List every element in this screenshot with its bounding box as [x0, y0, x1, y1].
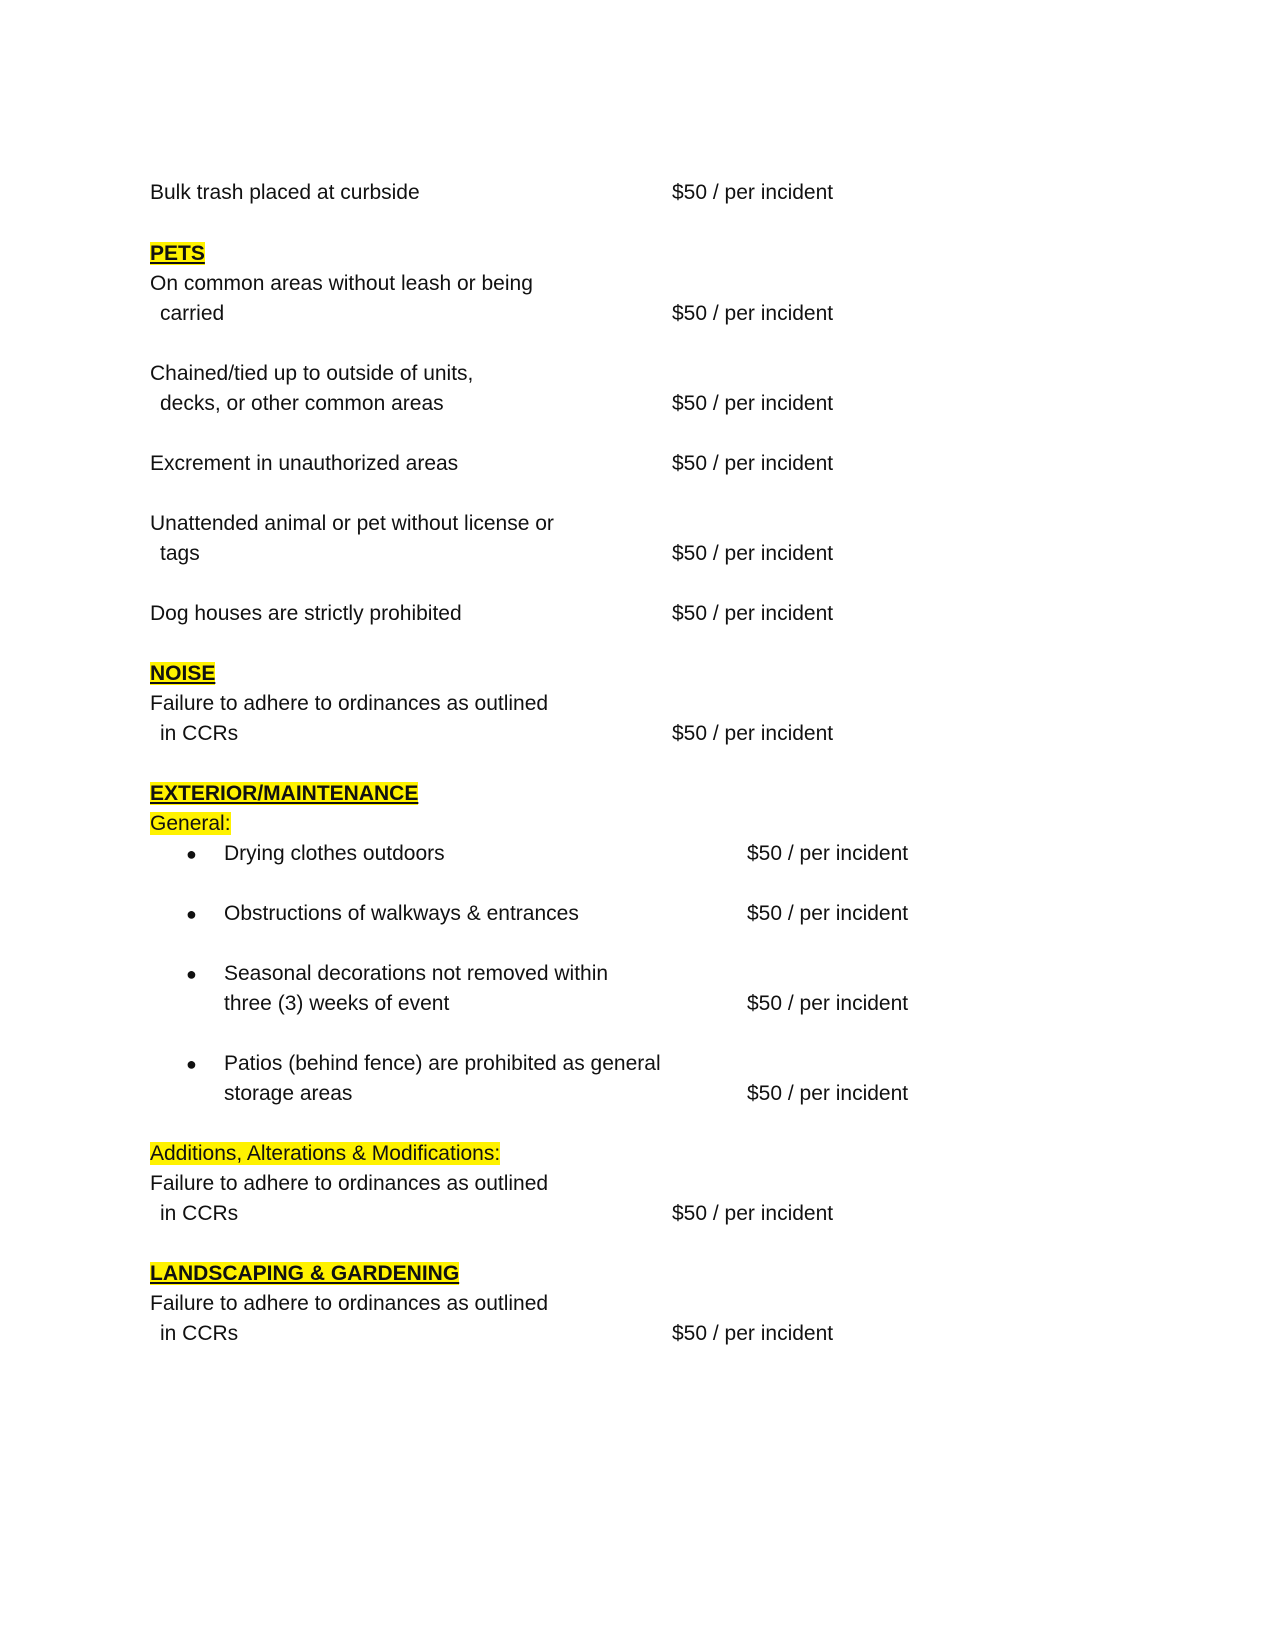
fee-obstructions: $50 / per incident — [747, 902, 909, 925]
fee-drying-clothes: $50 / per incident — [747, 842, 909, 865]
violation-leash-line2: carried — [160, 302, 225, 325]
landscaping-heading-text: LANDSCAPING & GARDENING — [150, 1262, 460, 1285]
fee-bulk-trash: $50 / per incident — [672, 181, 834, 204]
subheading-general — [150, 810, 231, 838]
bullet-icon: ● — [186, 964, 197, 984]
violation-unattended-line2: tags — [160, 542, 200, 565]
violation-seasonal-line2: three (3) weeks of event — [224, 992, 450, 1015]
fee-dog-houses: $50 / per incident — [672, 602, 834, 625]
violation-seasonal-line1: Seasonal decorations not removed within — [224, 962, 609, 985]
section-heading-noise — [150, 660, 215, 688]
violation-chained-line2: decks, or other common areas — [160, 392, 444, 415]
noise-heading-text: NOISE — [150, 662, 216, 685]
violation-unattended-line1: Unattended animal or pet without license or — [150, 512, 554, 535]
fee-seasonal: $50 / per incident — [747, 992, 909, 1015]
bullet-icon: ● — [186, 904, 197, 924]
violation-noise-line1: Failure to adhere to ordinances as outlined — [150, 692, 549, 715]
violation-patios-line1: Patios (behind fence) are prohibited as general — [224, 1052, 661, 1075]
fee-excrement: $50 / per incident — [672, 452, 834, 475]
fee-landscaping: $50 / per incident — [672, 1322, 834, 1345]
violation-obstructions: Obstructions of walkways & entrances — [224, 902, 579, 925]
fee-patios: $50 / per incident — [747, 1082, 909, 1105]
exterior-heading-text: EXTERIOR/MAINTENANCE — [150, 782, 419, 805]
fee-unattended: $50 / per incident — [672, 542, 834, 565]
fee-additions: $50 / per incident — [672, 1202, 834, 1225]
fee-leash: $50 / per incident — [672, 302, 834, 325]
violation-drying-clothes: Drying clothes outdoors — [224, 842, 445, 865]
violation-additions-line2: in CCRs — [160, 1202, 239, 1225]
fee-chained: $50 / per incident — [672, 392, 834, 415]
violation-landscaping-line2: in CCRs — [160, 1322, 239, 1345]
section-heading-pets — [150, 240, 205, 268]
bullet-icon: ● — [186, 844, 197, 864]
violation-additions-line1: Failure to adhere to ordinances as outlined — [150, 1172, 549, 1195]
violation-patios-line2: storage areas — [224, 1082, 353, 1105]
violation-bulk-trash: Bulk trash placed at curbside — [150, 181, 420, 204]
additions-heading-text: Additions, Alterations & Modifications: — [150, 1142, 501, 1165]
violation-dog-houses: Dog houses are strictly prohibited — [150, 602, 462, 625]
pets-heading-text: PETS — [150, 242, 205, 265]
violation-landscaping-line1: Failure to adhere to ordinances as outlined — [150, 1292, 549, 1315]
violation-chained-line1: Chained/tied up to outside of units, — [150, 362, 474, 385]
section-heading-additions — [150, 1140, 500, 1168]
section-heading-exterior — [150, 780, 418, 808]
general-subheading-text: General: — [150, 812, 231, 835]
bullet-icon: ● — [186, 1054, 197, 1074]
violation-excrement: Excrement in unauthorized areas — [150, 452, 459, 475]
section-heading-landscaping — [150, 1260, 459, 1288]
violation-noise-line2: in CCRs — [160, 722, 239, 745]
violation-leash-line1: On common areas without leash or being — [150, 272, 533, 295]
fee-noise: $50 / per incident — [672, 722, 834, 745]
